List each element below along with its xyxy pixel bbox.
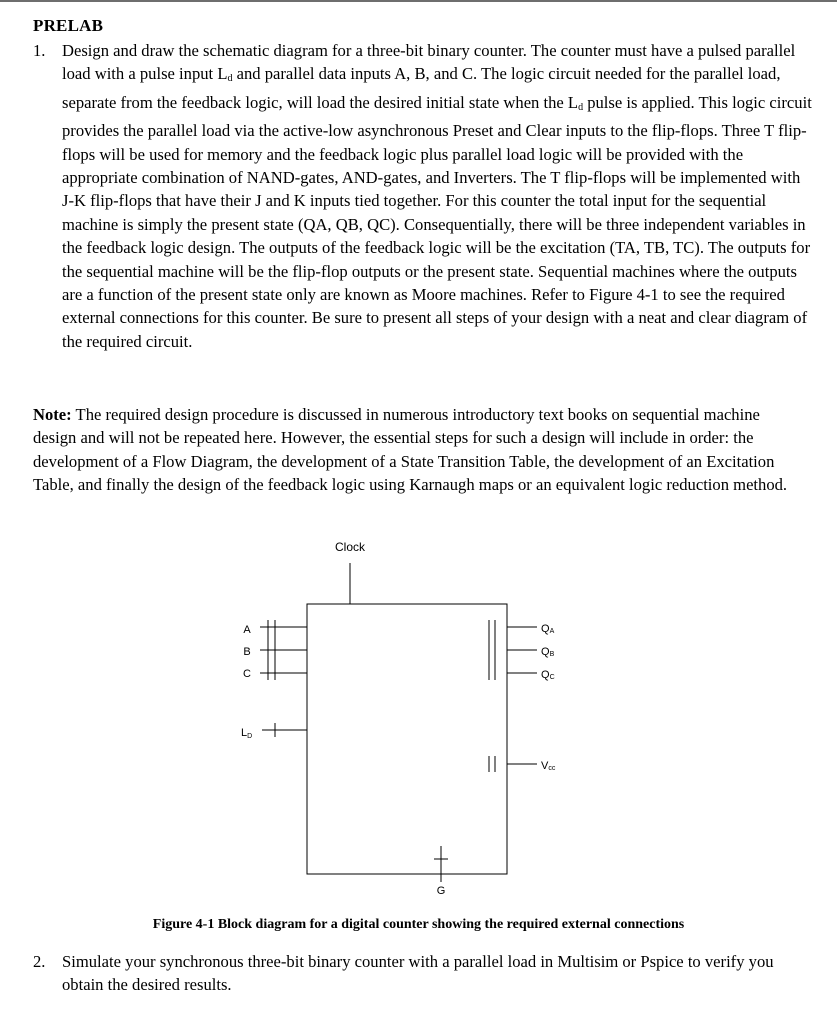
output-label-qb: QB [541, 646, 555, 658]
prelab-item-1 [33, 39, 813, 353]
section-heading: PRELAB [33, 16, 104, 35]
item-2-text: Simulate your synchronous three-bit binary counter with a parallel load in Multisim or Pspice to verify you obtain the desired results. [62, 952, 774, 995]
vcc-label: Vcc [541, 760, 556, 772]
load-label: LD [241, 727, 253, 740]
note-label: Note: [33, 405, 72, 424]
note-paragraph: Note: The required design procedure is discussed in numerous introductory text books on sequential machine design and will not be repeated here. However, the essential steps for such a design will include in order: the development of a Flow Diagram, the development of a State Transition Table, the development of an Excitation Table, and finally the design of the feedback logic using Karnaugh maps or an equivalent logic reduction method. [33, 405, 788, 495]
clock-label: Clock [334, 540, 366, 554]
counter-block [307, 604, 507, 874]
item-number: 1. [33, 41, 46, 60]
block-diagram [0, 530, 837, 910]
item-1-text: Design and draw the schematic diagram for a three-bit binary counter. The counter must have a pulsed parallel load with a pulse input $L_d$ and parallel data inputs A, B, and C. The logic circuit needed for the parallel load, separate from the feedback logic, will load the desired initial state when the $L_d$ pulse is applied. This logic circuit provides the parallel load via the active-low asynchronous Preset and Clear inputs to the flip-flops. Three T flip-flops will be used for memory and the feedback logic plus parallel load logic will be provided with the appropriate combination of NAND-gates, AND-gates, and Inverters. The T flip-flops will be implemented with J-K flip-flops that have their J and K inputs tied together. For this counter the total input for the sequential machine is simply the present state (QA, QB, QC). Consequentially, there will be three independent variables in the feedback logic design. The outputs of the feedback logic will be the excitation (TA, TB, TC). The outputs for the sequential machine will be the flip-flop outputs or the present state. Sequential machines where the outputs are a function of the present state only are known as Moore machines. Refer to Figure 4-1 to see the required external connections for this counter. Be sure to present all steps of your design with a neat and clear diagram of the required circuit. [62, 41, 812, 351]
input-label-b: B [243, 646, 251, 658]
top-rule [0, 0, 837, 2]
input-label-c: C [243, 668, 251, 680]
input-label-a: A [243, 624, 251, 636]
item-number: 2. [33, 952, 46, 971]
output-label-qc: QC [541, 669, 555, 681]
prelab-item-2 [33, 950, 813, 997]
figure-caption: Figure 4-1 Block diagram for a digital counter showing the required external connections [152, 917, 685, 932]
ground-label: G [436, 885, 446, 897]
output-label-qa: QA [541, 623, 555, 635]
